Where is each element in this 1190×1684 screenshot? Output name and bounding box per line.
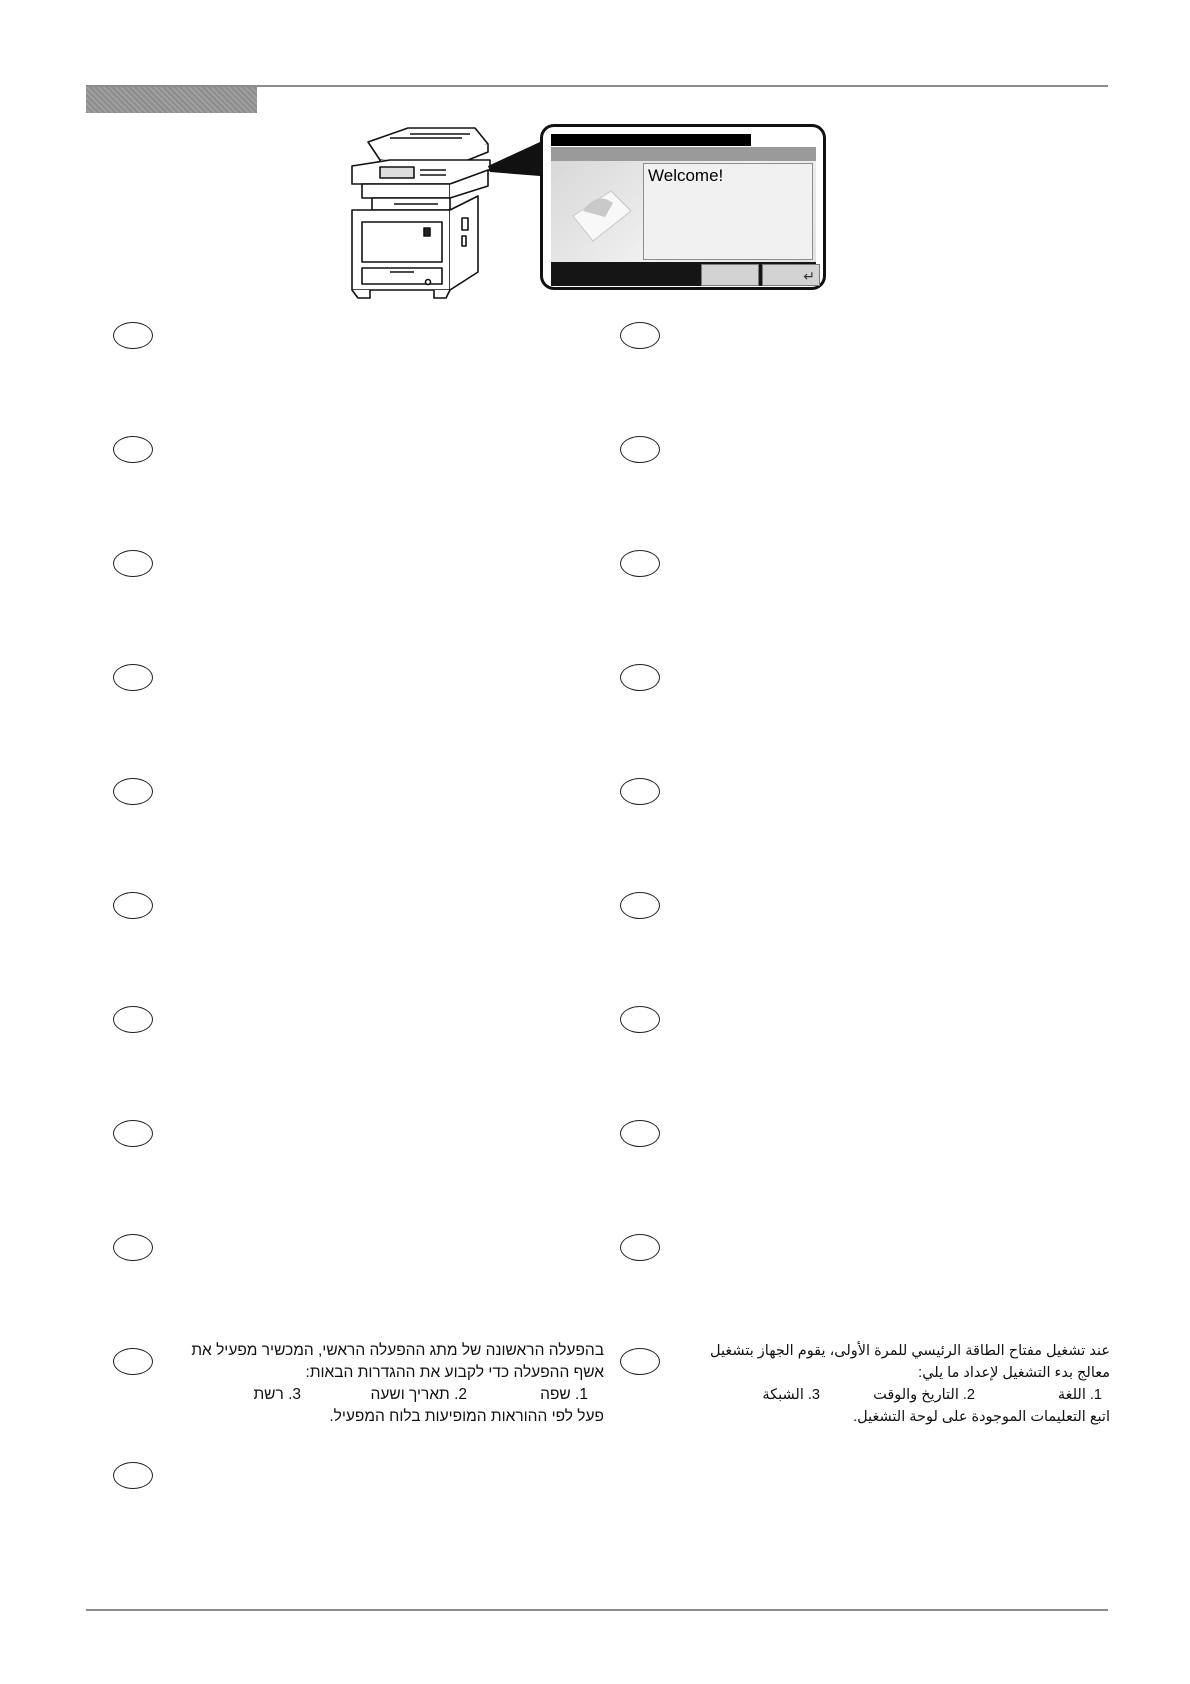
language-badge [113,664,153,691]
language-badge [620,778,660,805]
arabic-setting-network: 3. الشبكة [762,1387,820,1403]
arabic-follow-instructions: اتبع التعليمات الموجودة على لوحة التشغيل. [853,1409,1110,1425]
lcd-welcome-message: Welcome! [648,166,724,185]
lcd-message-box [643,163,813,260]
enter-return-icon: ↵ [803,268,815,284]
hebrew-follow-instructions: פעל לפי ההוראות המופיעות בלוח המפעיל. [329,1408,604,1425]
arabic-intro: عند تشغيل مفتاح الطاقة الرئيسي للمرة الأولى، يقوم الجهاز بتشغيل معالج بدء التشغيل لإعداد ما يلي: [710,1343,1110,1381]
lcd-title-bar [551,134,751,146]
language-badge [620,892,660,919]
language-badge [113,1120,153,1147]
language-badge [113,436,153,463]
language-badge [620,1234,660,1261]
language-badge [620,550,660,577]
language-badge [620,1120,660,1147]
language-badge [113,778,153,805]
arabic-setting-date-time: 2. التاريخ والوقت [873,1387,975,1403]
language-badge [113,1234,153,1261]
lcd-soft-button[interactable] [701,264,759,286]
bottom-rule [86,1609,1108,1611]
arabic-setting-language: 1. اللغة [1057,1387,1102,1403]
language-badge [620,322,660,349]
hebrew-setting-network: 3. רשת [253,1386,301,1403]
language-badge-hebrew [113,1348,153,1375]
language-badge [113,322,153,349]
arabic-instructions [686,1340,1110,1428]
section-header-tab [86,87,257,113]
language-badge [113,550,153,577]
hebrew-setting-date-time: 2. תאריך ושעה [370,1386,467,1403]
language-badge [113,892,153,919]
lcd-printer-graphic [551,161,651,262]
hebrew-settings-list [176,1384,604,1406]
language-badge-arabic [620,1348,660,1375]
printer-illustration [350,122,550,302]
arabic-settings-list [686,1384,1110,1406]
hebrew-instructions [176,1340,604,1428]
language-badge [113,1462,153,1489]
language-badge [113,1006,153,1033]
language-badge [620,436,660,463]
language-badge [620,664,660,691]
language-badge [620,1006,660,1033]
lcd-panel [540,124,826,290]
lcd-status-bar [551,147,816,161]
hebrew-setting-language: 1. שפה [540,1386,588,1403]
lcd-enter-button[interactable] [762,264,820,286]
hebrew-intro: בהפעלה הראשונה של מתג ההפעלה הראשי, המכשיר מפעיל את אשף ההפעלה כדי לקבוע את ההגדרות הבאות: [191,1342,604,1381]
